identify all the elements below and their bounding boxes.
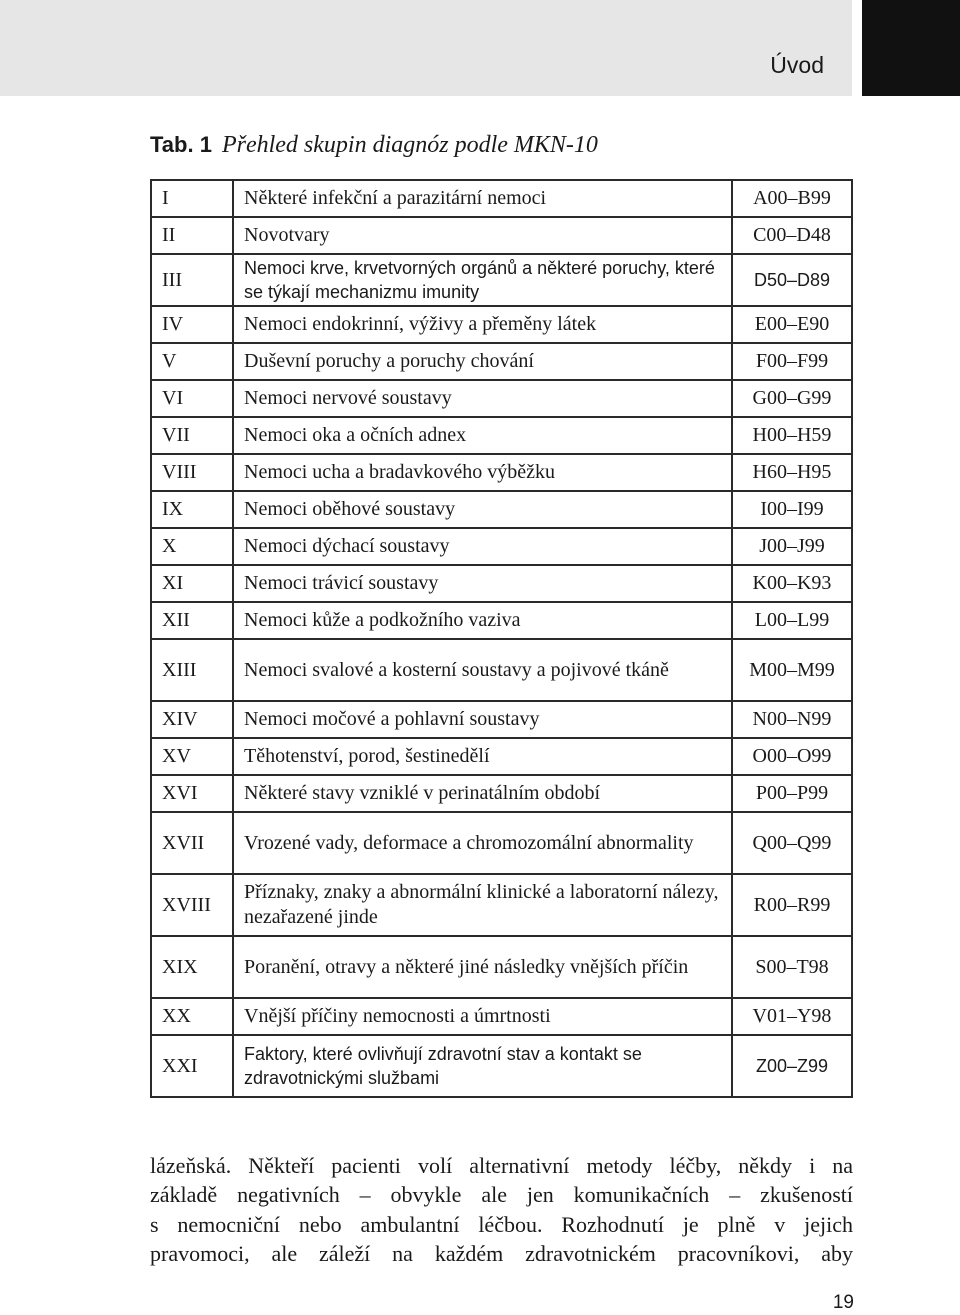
group-name: Nemoci trávicí soustavy — [233, 565, 732, 602]
table-row — [151, 565, 852, 602]
group-number: VII — [151, 417, 233, 454]
group-name: Nemoci svalové a kosterní soustavy a pojivové tkáně — [233, 639, 732, 701]
code-range: G00–G99 — [732, 380, 852, 417]
code-range: M00–M99 — [732, 639, 852, 701]
code-range: D50–D89 — [732, 254, 852, 306]
table-row — [151, 775, 852, 812]
group-name: Některé infekční a parazitární nemoci — [233, 180, 732, 217]
table-row — [151, 254, 852, 306]
table-row — [151, 639, 852, 701]
group-number: I — [151, 180, 233, 217]
group-number: VI — [151, 380, 233, 417]
code-range: C00–D48 — [732, 217, 852, 254]
group-name: Vnější příčiny nemocnosti a úmrtnosti — [233, 998, 732, 1035]
group-number: XIX — [151, 936, 233, 998]
group-name: Nemoci oběhové soustavy — [233, 491, 732, 528]
section-title: Úvod — [770, 52, 824, 78]
header-corner-block — [862, 0, 960, 96]
group-number: XX — [151, 998, 233, 1035]
table-row — [151, 701, 852, 738]
group-number: III — [151, 254, 233, 306]
group-name: Nemoci oka a očních adnex — [233, 417, 732, 454]
group-name: Nemoci krve, krvetvorných orgánů a některé poruchy, které se týkají mechanizmu imunity — [233, 254, 732, 306]
group-number: XI — [151, 565, 233, 602]
table-row — [151, 417, 852, 454]
code-range: J00–J99 — [732, 528, 852, 565]
table-row — [151, 936, 852, 998]
group-name: Nemoci nervové soustavy — [233, 380, 732, 417]
code-range: S00–T98 — [732, 936, 852, 998]
table-row — [151, 1035, 852, 1097]
table-row — [151, 180, 852, 217]
code-range: P00–P99 — [732, 775, 852, 812]
body-line: základě negativních – obvykle ale jen komunikačních – zkušeností — [150, 1182, 853, 1208]
code-range: Z00–Z99 — [732, 1035, 852, 1097]
group-number: VIII — [151, 454, 233, 491]
group-name: Nemoci dýchací soustavy — [233, 528, 732, 565]
diagnosis-groups-table — [150, 179, 853, 1098]
table-row — [151, 874, 852, 936]
group-number: II — [151, 217, 233, 254]
code-range: F00–F99 — [732, 343, 852, 380]
group-name: Novotvary — [233, 217, 732, 254]
code-range: H00–H59 — [732, 417, 852, 454]
group-number: XXI — [151, 1035, 233, 1097]
table-row — [151, 491, 852, 528]
group-name: Nemoci močové a pohlavní soustavy — [233, 701, 732, 738]
group-name: Faktory, které ovlivňují zdravotní stav a kontakt se zdravotnickými službami — [233, 1035, 732, 1097]
group-name: Poranění, otravy a některé jiné následky vnějších příčin — [233, 936, 732, 998]
group-name: Vrozené vady, deformace a chromozomální abnormality — [233, 812, 732, 874]
code-range: V01–Y98 — [732, 998, 852, 1035]
group-number: XIV — [151, 701, 233, 738]
table-row — [151, 528, 852, 565]
group-name: Některé stavy vzniklé v perinatálním období — [233, 775, 732, 812]
table-row — [151, 454, 852, 491]
table-label: Tab. 1 — [150, 132, 212, 157]
page-number: 19 — [832, 1292, 854, 1313]
group-number: XVII — [151, 812, 233, 874]
table-caption — [150, 130, 598, 160]
table-body — [151, 180, 852, 1097]
table-row — [151, 343, 852, 380]
table-row — [151, 998, 852, 1035]
group-number: V — [151, 343, 233, 380]
code-range: A00–B99 — [732, 180, 852, 217]
table-row — [151, 812, 852, 874]
header-bar — [0, 0, 852, 96]
group-number: XVI — [151, 775, 233, 812]
group-name: Nemoci kůže a podkožního vaziva — [233, 602, 732, 639]
table-row — [151, 306, 852, 343]
body-paragraph — [150, 1151, 853, 1268]
body-line: pravomoci, ale záleží na každém zdravotnickém pracovníkovi, aby — [150, 1240, 853, 1266]
code-range: L00–L99 — [732, 602, 852, 639]
group-number: XVIII — [151, 874, 233, 936]
code-range: O00–O99 — [732, 738, 852, 775]
group-number: IV — [151, 306, 233, 343]
code-range: H60–H95 — [732, 454, 852, 491]
group-name: Nemoci ucha a bradavkového výběžku — [233, 454, 732, 491]
code-range: K00–K93 — [732, 565, 852, 602]
code-range: R00–R99 — [732, 874, 852, 936]
group-number: XIII — [151, 639, 233, 701]
group-name: Příznaky, znaky a abnormální klinické a laboratorní nálezy, nezařazené jinde — [233, 874, 732, 936]
body-line: lázeňská. Někteří pacienti volí alternativní metody léčby, někdy i na — [150, 1153, 853, 1178]
body-line: s nemocniční nebo ambulantní léčbou. Rozhodnutí je plně v jejich — [150, 1211, 853, 1237]
group-name: Duševní poruchy a poruchy chování — [233, 343, 732, 380]
table-row — [151, 217, 852, 254]
table-row — [151, 738, 852, 775]
group-number: XV — [151, 738, 233, 775]
table-row — [151, 602, 852, 639]
code-range: E00–E90 — [732, 306, 852, 343]
table-title: Přehled skupin diagnóz podle MKN-10 — [221, 132, 598, 158]
group-number: IX — [151, 491, 233, 528]
code-range: Q00–Q99 — [732, 812, 852, 874]
group-number: XII — [151, 602, 233, 639]
code-range: N00–N99 — [732, 701, 852, 738]
group-name: Těhotenství, porod, šestinedělí — [233, 738, 732, 775]
group-name: Nemoci endokrinní, výživy a přeměny látek — [233, 306, 732, 343]
table-row — [151, 380, 852, 417]
group-number: X — [151, 528, 233, 565]
code-range: I00–I99 — [732, 491, 852, 528]
